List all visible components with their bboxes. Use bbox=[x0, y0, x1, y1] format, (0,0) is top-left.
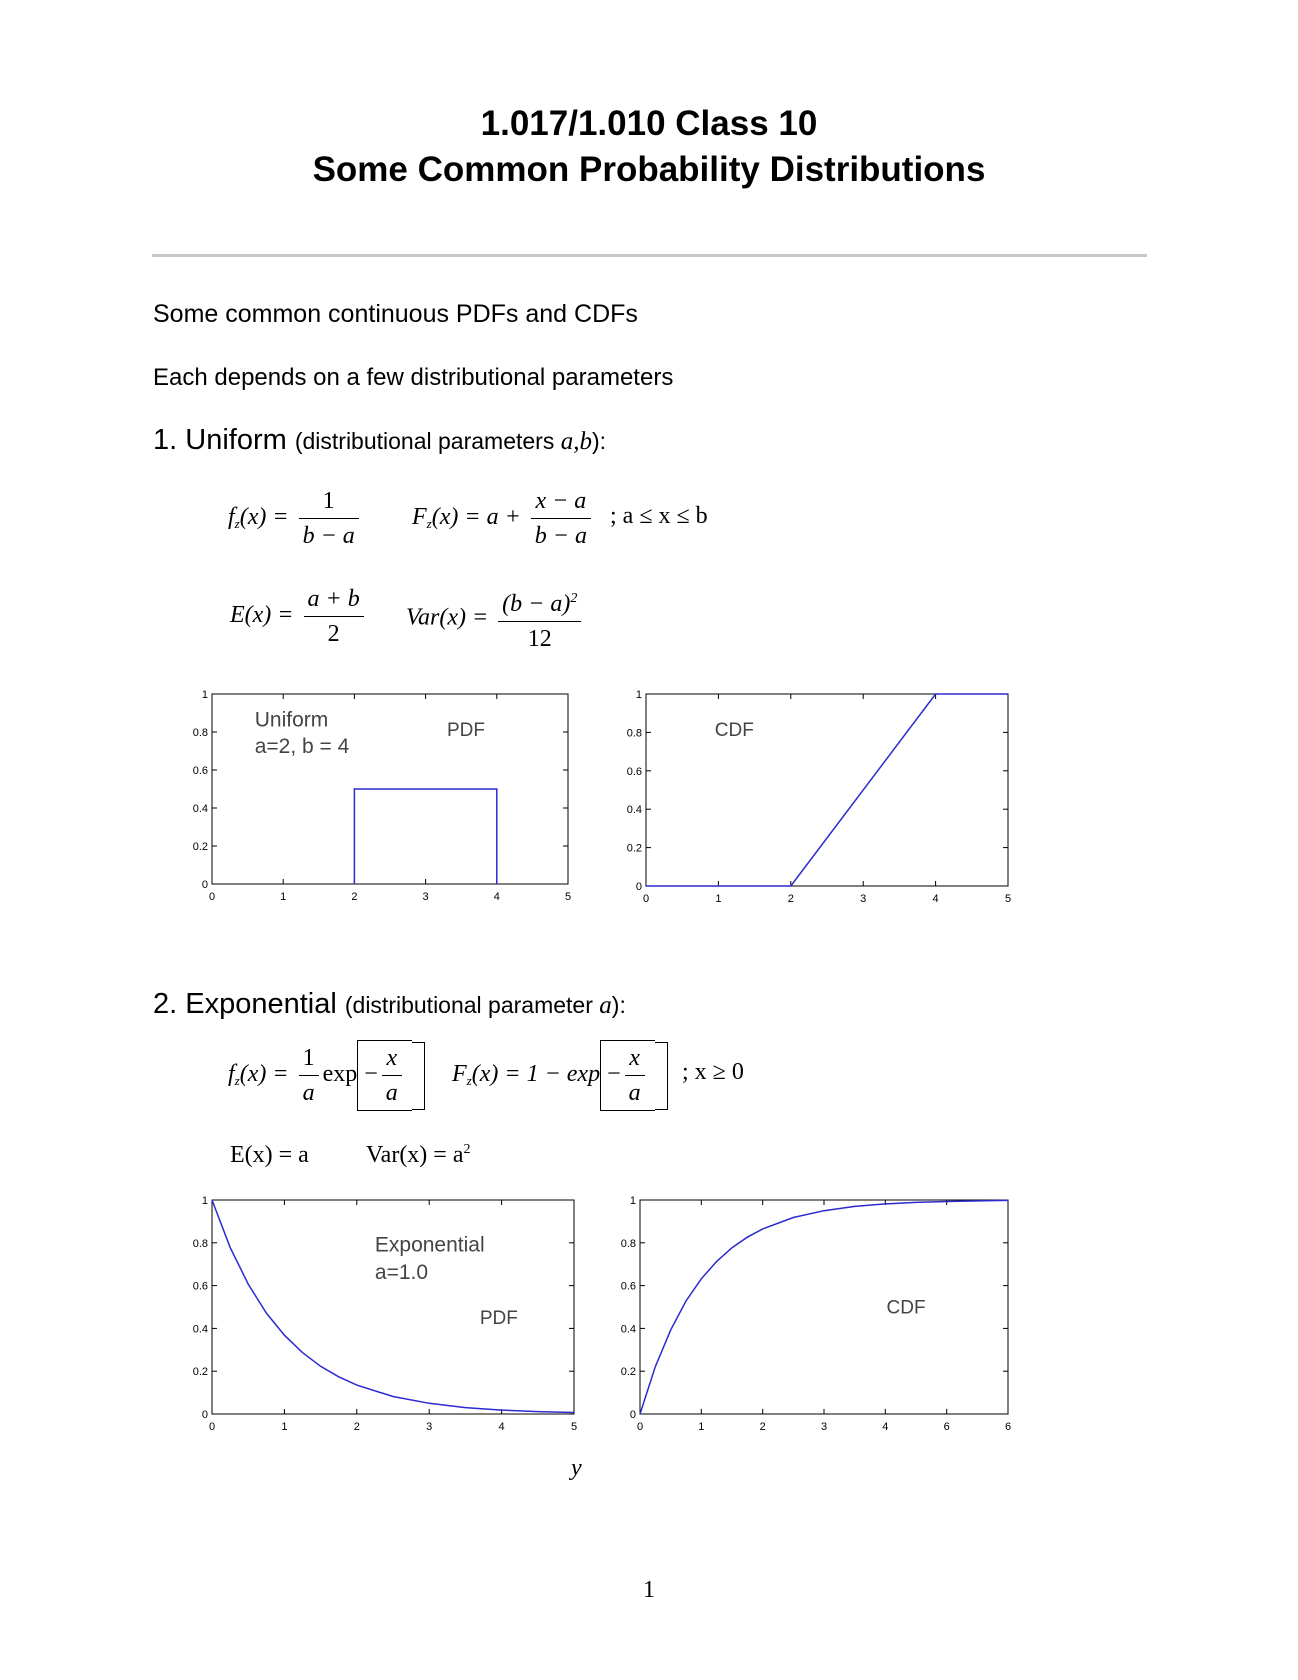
chart-annotation: CDF bbox=[886, 1297, 926, 1319]
y-tick-label: 0.4 bbox=[626, 804, 642, 817]
y-tick-label: 1 bbox=[201, 689, 208, 701]
x-tick-label: 0 bbox=[208, 1421, 216, 1433]
x-tick-label: 2 bbox=[759, 1421, 766, 1433]
uniform-cdf-formula: Fz(x) = a + $\frac{x - a}{b - a}$ bbox=[412, 484, 595, 553]
chart-annotation: PDF bbox=[479, 1308, 518, 1330]
y-tick-label: 1 bbox=[629, 1195, 636, 1207]
y-tick-label: 0.6 bbox=[192, 1280, 208, 1293]
plot-frame bbox=[640, 1200, 1008, 1414]
y-tick-label: 0.8 bbox=[192, 1237, 208, 1250]
chart-annotation: a=1.0 bbox=[374, 1261, 429, 1285]
uniform-params-close: ): bbox=[591, 428, 607, 454]
y-tick-label: 0.8 bbox=[192, 727, 208, 739]
x-tick-label: 4 bbox=[493, 891, 500, 903]
uniform-cdf-chart bbox=[614, 680, 1034, 920]
y-tick-label: 0.2 bbox=[626, 842, 642, 855]
y-tick-label: 0 bbox=[201, 879, 208, 891]
exponential-params-close: ): bbox=[611, 992, 626, 1018]
exponential-heading bbox=[153, 988, 626, 1021]
plot-frame bbox=[646, 694, 1008, 886]
x-tick-label: 1 bbox=[281, 1421, 288, 1433]
y-tick-label: 0.8 bbox=[626, 727, 642, 740]
uniform-var-formula: Var(x) = $\frac{(b - a)^2}{12}$ bbox=[406, 582, 585, 656]
y-tick-label: 0.4 bbox=[192, 803, 208, 815]
y-tick-label: 1 bbox=[201, 1195, 208, 1207]
exponential-pdf-chart bbox=[170, 1186, 590, 1446]
x-tick-label: 2 bbox=[787, 893, 794, 905]
y-tick-label: 0.6 bbox=[620, 1280, 636, 1293]
uniform-pdf-formula: fz(x) = $\frac{1}{b - a}$ bbox=[228, 484, 363, 553]
y-tick-label: 1 bbox=[635, 689, 642, 701]
exponential-support: ; x ≥ 0 bbox=[682, 1059, 744, 1085]
y-tick-label: 0 bbox=[635, 881, 642, 893]
x-tick-label: 0 bbox=[208, 891, 216, 903]
intro-line2: Each depends on a few distributional parameters bbox=[153, 364, 674, 391]
x-tick-label: 1 bbox=[698, 1421, 705, 1433]
y-tick-label: 0.2 bbox=[620, 1366, 636, 1379]
x-tick-label: 6 bbox=[1004, 1421, 1012, 1433]
exponential-params-vars: a bbox=[599, 992, 612, 1019]
exponential-name: Exponential bbox=[185, 988, 337, 1020]
y-tick-label: 0.6 bbox=[626, 765, 642, 778]
uniform-pdf-chart bbox=[170, 680, 590, 920]
uniform-support: ; a ≤ x ≤ b bbox=[610, 503, 708, 529]
exponential-cdf-formula: Fz(x) = 1 − exp − $\frac{x}{a}$ bbox=[452, 1040, 668, 1111]
y-tick-label: 0 bbox=[629, 1409, 636, 1421]
x-tick-label: 5 bbox=[570, 1421, 578, 1433]
y-tick-label: 0.2 bbox=[192, 1366, 208, 1379]
uniform-params-vars: a,b bbox=[560, 428, 592, 455]
uniform-name: Uniform bbox=[185, 424, 287, 456]
x-tick-label: 0 bbox=[636, 1421, 644, 1433]
chart-annotation: Uniform bbox=[254, 708, 329, 732]
uniform-mean-formula: E(x) = $\frac{a + b}{2}$ bbox=[230, 582, 368, 651]
title-divider bbox=[152, 254, 1147, 257]
uniform-heading bbox=[153, 424, 606, 457]
chart-annotation: PDF bbox=[446, 719, 485, 741]
intro-line1: Some common continuous PDFs and CDFs bbox=[153, 300, 638, 328]
uniform-number: 1. bbox=[153, 424, 178, 456]
exponential-pdf-formula: fz(x) = $\frac{1}{a}$ exp − $\frac{x}{a}$ bbox=[228, 1040, 425, 1111]
exponential-mean-formula: E(x) = a bbox=[230, 1142, 309, 1168]
y-tick-label: 0.2 bbox=[192, 841, 208, 853]
chart-annotation: Exponential bbox=[374, 1233, 485, 1257]
y-tick-label: 0 bbox=[201, 1409, 208, 1421]
plot-frame bbox=[212, 1200, 574, 1414]
chart-annotation: CDF bbox=[714, 720, 754, 742]
exponential-params-text: (distributional parameter bbox=[344, 992, 600, 1018]
x-tick-label: 4 bbox=[882, 1421, 889, 1433]
x-tick-label: 4 bbox=[932, 893, 939, 905]
x-tick-label: 1 bbox=[715, 893, 722, 905]
exponential-cdf-chart bbox=[614, 1186, 1034, 1446]
x-tick-label: 3 bbox=[426, 1421, 433, 1433]
x-tick-label: 6 bbox=[943, 1421, 950, 1433]
x-tick-label: 1 bbox=[280, 891, 287, 903]
uniform-params-text: (distributional parameters bbox=[294, 428, 561, 454]
x-tick-label: 5 bbox=[564, 891, 572, 903]
page-title-line2: Some Common Probability Distributions bbox=[312, 150, 986, 189]
y-tick-label: 0.6 bbox=[192, 765, 208, 777]
exponential-number: 2. bbox=[153, 988, 178, 1020]
page-number: 1 bbox=[643, 1577, 655, 1603]
x-axis-symbol: y bbox=[571, 1455, 582, 1481]
exponential-var-formula: $Var(x) = a^2$ bbox=[366, 1142, 471, 1168]
x-tick-label: 3 bbox=[860, 893, 867, 905]
y-tick-label: 0.4 bbox=[192, 1323, 208, 1336]
chart-annotation: a=2, b = 4 bbox=[254, 734, 350, 758]
y-tick-label: 0.4 bbox=[620, 1323, 636, 1336]
x-tick-label: 2 bbox=[353, 1421, 360, 1433]
x-tick-label: 0 bbox=[642, 893, 650, 905]
page-title-line1: 1.017/1.010 Class 10 bbox=[480, 104, 818, 143]
x-tick-label: 4 bbox=[498, 1421, 505, 1433]
x-tick-label: 3 bbox=[820, 1421, 828, 1433]
x-tick-label: 2 bbox=[351, 891, 358, 903]
y-tick-label: 0.8 bbox=[620, 1237, 636, 1250]
x-tick-label: 5 bbox=[1004, 893, 1012, 905]
x-tick-label: 3 bbox=[422, 891, 429, 903]
